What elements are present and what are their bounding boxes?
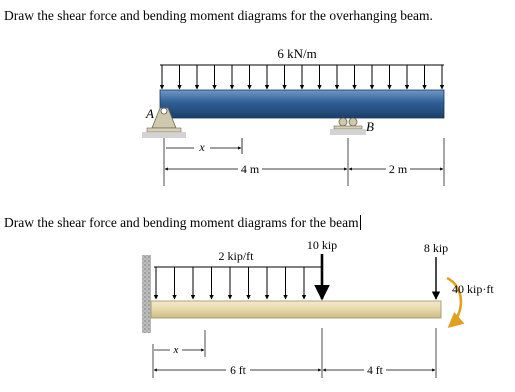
problem1-prompt: Draw the shear force and bending moment diagrams for the overhanging beam. [4, 8, 433, 23]
p2-x-label: x [173, 344, 179, 356]
p1-distributed-load-arrows [162, 65, 442, 89]
p2-dim-left-label: 6 ft [230, 365, 246, 377]
p1-support-b-label: B [366, 119, 374, 134]
p1-x-label: x [199, 140, 205, 154]
problem2-prompt-text: Draw the shear force and bending moment diagrams for the beam [4, 215, 359, 230]
p1-dim-left-label: 4 m [240, 162, 260, 176]
p2-dim-right-label: 4 ft [367, 365, 383, 377]
p1-load-label: 6 kN/m [277, 46, 317, 61]
p2-fixed-wall [142, 255, 151, 333]
p2-point-load-1-label: 10 kip [306, 238, 338, 252]
p1-support-a-label: A [146, 106, 154, 121]
p2-point-load-2-label: 8 kip [423, 241, 449, 255]
p2-beam [151, 301, 441, 318]
p1-beam [160, 90, 444, 118]
p1-roller-support-b [330, 118, 366, 135]
p2-distributed-load-label: 2 kip/ft [218, 249, 254, 263]
p2-moment-label: 40 kip·ft [452, 282, 494, 296]
p2-distributed-load-arrows [156, 267, 304, 299]
p1-dim-right-label: 2 m [388, 162, 408, 176]
